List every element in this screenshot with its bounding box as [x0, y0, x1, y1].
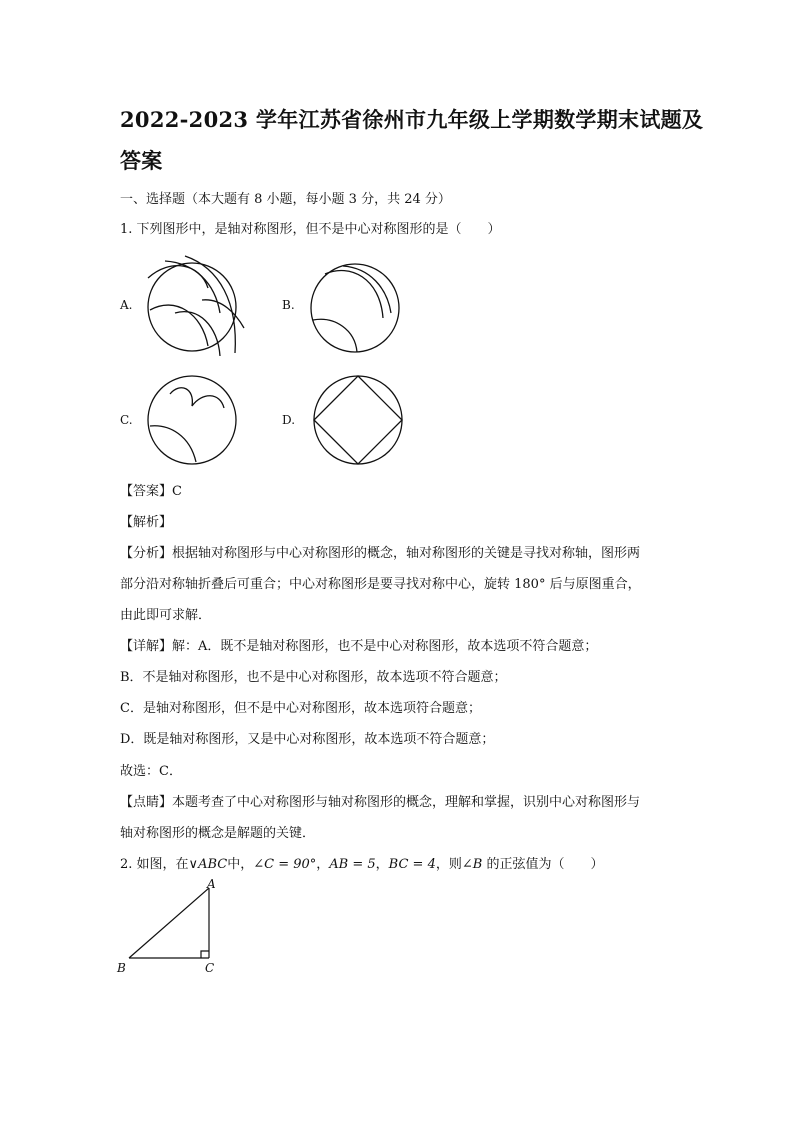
q1-option-d-label: D. [282, 413, 296, 427]
q1-detail-line-4: D．既是轴对称图形，又是中心对称图形，故本选项不符合题意； [120, 732, 495, 747]
q2-stem-mid-2: ， [316, 857, 330, 872]
vertex-label-a: A [207, 877, 216, 891]
figure-a-arc-3 [185, 256, 235, 353]
q2-stem-mid-1: 中，∠ [227, 857, 265, 872]
vertex-label-b: B [117, 961, 126, 975]
q1-detail-line-5: 故选：C． [120, 764, 182, 779]
q1-option-a-label: A. [120, 298, 133, 312]
q2-stem-prefix: 2. 如图，在 [120, 857, 189, 872]
figure-c-arc-2 [150, 426, 196, 462]
q2-stem [120, 853, 603, 872]
q1-figure-b [305, 258, 405, 358]
side-ab [129, 888, 209, 958]
figure-a-arc-1 [148, 266, 208, 288]
figure-b-circle [311, 264, 399, 352]
q1-figure-a [140, 258, 250, 358]
q2-stem-mid-3: ， [375, 857, 389, 872]
page-title-line-1: 2022-2023 学年江苏省徐州市九年级上学期数学期末试题及 [120, 107, 704, 132]
page-title-line-2: 答案 [120, 148, 163, 173]
triangle-symbol: ∨ [188, 857, 199, 872]
q2-ab: AB = 5 [329, 857, 376, 872]
section-header: 一、选择题（本大题有 8 小题，每小题 3 分，共 24 分） [120, 192, 451, 207]
figure-a-circle [148, 263, 236, 351]
q1-analysis-label: 【解析】 [120, 515, 173, 530]
q2-bc: BC = 4 [388, 857, 436, 872]
q1-comment-line-2: 轴对称图形的概念是解题的关键． [120, 826, 316, 841]
q1-detail-line-3: C．是轴对称图形，但不是中心对称图形，故本选项符合题意； [120, 701, 481, 716]
q1-comment-line-1: 【点睛】本题考查了中心对称图形与轴对称图形的概念，理解和掌握，识别中心对称图形与 [120, 795, 641, 810]
q2-triangle-name: ABC [198, 857, 228, 872]
figure-b-arc-2 [343, 266, 391, 313]
figure-c-arc-1 [170, 388, 224, 408]
q1-figure-c [140, 374, 245, 469]
q2-triangle-figure [115, 877, 225, 980]
q1-analysis-line-1: 【分析】根据轴对称图形与中心对称图形的概念，轴对称图形的关键是寻找对称轴，图形两 [120, 546, 641, 561]
q2-stem-suffix: 的正弦值为（ ） [482, 857, 604, 872]
q1-stem: 1. 下列图形中，是轴对称图形，但不是中心对称图形的是（ ） [120, 222, 501, 237]
q1-analysis-line-2: 部分沿对称轴折叠后可重合；中心对称图形是要寻找对称中心，旋转 180° 后与原图重合， [120, 577, 641, 592]
q2-angle-b: B [472, 857, 483, 872]
q1-figure-d [310, 374, 410, 469]
q1-option-b-label: B. [282, 298, 295, 312]
q1-option-c-label: C. [120, 413, 133, 427]
q2-stem-mid-4: ，则∠ [435, 857, 473, 872]
q1-detail-line-2: B．不是轴对称图形，也不是中心对称图形，故本选项不符合题意； [120, 670, 507, 685]
vertex-label-c: C [205, 961, 215, 975]
q1-answer: 【答案】C [120, 484, 182, 499]
figure-a-arc-4 [150, 305, 208, 346]
q1-detail-line-1: 【详解】解：A．既不是轴对称图形，也不是中心对称图形，故本选项不符合题意； [120, 639, 598, 654]
q1-analysis-line-3: 由此即可求解． [120, 608, 212, 623]
figure-d-circle [314, 376, 402, 464]
right-angle-mark [201, 951, 209, 958]
figure-b-arc-1 [325, 271, 383, 318]
q2-angle-c: C = 90° [264, 857, 317, 872]
